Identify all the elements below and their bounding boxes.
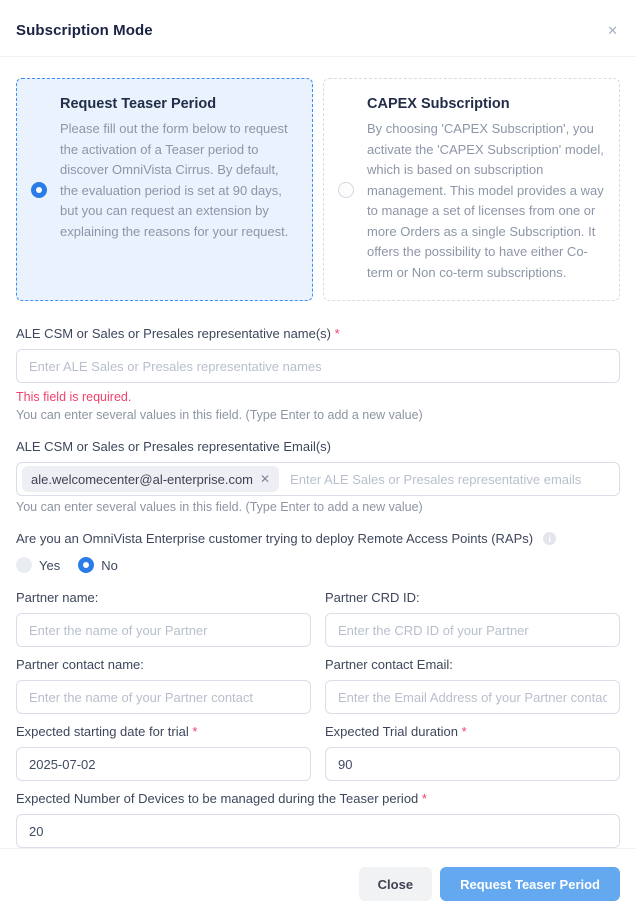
teaser-card-text	[60, 96, 298, 283]
partner-name-input[interactable]	[16, 613, 311, 647]
start-date-label-text: Expected starting date for trial	[16, 724, 193, 740]
capex-radio-unselected[interactable]	[338, 182, 354, 198]
teaser-card-description: Please fill out the form below to request the activation of a Teaser period to discover OmniVista Cirrus. By default, the evaluation period is set at 90 days, but you can request an extension by explaining the reasons for your request.	[60, 121, 289, 239]
email-chip-value: ale.welcomecenter@al-enterprise.com	[31, 471, 254, 487]
trial-duration-label	[325, 724, 620, 739]
partner-contact-email-label: Partner contact Email:	[325, 657, 453, 673]
modal-title: Subscription Mode	[16, 22, 153, 39]
rep-names-error: This field is required.	[16, 390, 132, 405]
card-request-teaser-period[interactable]	[16, 78, 313, 301]
raps-label: Are you an OmniVista Enterprise customer trying to deploy Remote Access Points (RAPs)	[16, 531, 534, 547]
chip-remove-icon[interactable]: ✕	[260, 472, 271, 487]
modal-footer	[0, 848, 636, 920]
request-teaser-period-button[interactable]: Request Teaser Period	[440, 867, 620, 901]
partner-contact-email-input[interactable]	[325, 680, 620, 714]
partner-contact-name-label: Partner contact name:	[16, 657, 144, 673]
raps-option-no[interactable]	[78, 557, 118, 573]
yes-radio-unselected[interactable]	[16, 557, 32, 573]
trial-duration-label-text: Expected Trial duration	[325, 724, 462, 740]
partner-crd-id-input[interactable]	[325, 613, 620, 647]
capex-card-title: CAPEX Subscription	[367, 96, 510, 112]
raps-option-yes[interactable]	[16, 557, 60, 573]
rep-emails-placeholder: Enter ALE Sales or Presales representative emails	[290, 471, 582, 487]
trial-duration-input[interactable]	[325, 747, 620, 781]
rep-names-input[interactable]	[16, 349, 620, 383]
raps-label-row	[16, 531, 620, 546]
field-raps-question	[16, 531, 620, 573]
required-asterisk: *	[421, 791, 427, 807]
capex-card-text	[367, 96, 605, 283]
yes-label: Yes	[39, 557, 61, 573]
email-chip	[22, 466, 279, 492]
rep-emails-helper: You can enter several values in this field. (Type Enter to add a new value)	[16, 500, 423, 515]
rep-names-label	[16, 326, 620, 341]
capex-radio-col	[338, 96, 354, 283]
device-count-label	[16, 791, 620, 806]
required-asterisk: *	[192, 724, 198, 740]
required-asterisk: *	[461, 724, 467, 740]
partner-fields-grid	[16, 590, 620, 781]
rep-names-label-text: ALE CSM or Sales or Presales representative name(s)	[16, 326, 335, 342]
start-date-input[interactable]	[16, 747, 311, 781]
no-radio-selected[interactable]	[78, 557, 94, 573]
field-device-count	[16, 791, 620, 848]
rep-emails-input[interactable]	[16, 462, 620, 496]
plan-cards	[16, 78, 620, 301]
raps-options	[16, 557, 620, 573]
modal-body	[0, 57, 636, 848]
modal-header	[0, 0, 636, 57]
card-capex-subscription[interactable]	[323, 78, 620, 301]
device-count-input[interactable]	[16, 814, 620, 848]
field-partner-name	[16, 590, 311, 647]
close-icon[interactable]: ✕	[607, 23, 618, 38]
info-icon[interactable]: i	[543, 532, 556, 545]
required-asterisk: *	[334, 326, 340, 342]
field-trial-duration	[325, 724, 620, 781]
field-start-date	[16, 724, 311, 781]
rep-emails-label: ALE CSM or Sales or Presales representative Email(s)	[16, 439, 332, 455]
teaser-radio-selected[interactable]	[31, 182, 47, 198]
close-button[interactable]: Close	[359, 867, 432, 901]
rep-names-helper: You can enter several values in this field. (Type Enter to add a new value)	[16, 408, 423, 423]
no-label: No	[101, 557, 118, 573]
device-count-label-text: Expected Number of Devices to be managed during the Teaser period	[16, 791, 422, 807]
field-partner-crd-id	[325, 590, 620, 647]
teaser-radio-col	[31, 96, 47, 283]
start-date-label	[16, 724, 311, 739]
partner-crd-id-label: Partner CRD ID:	[325, 590, 420, 606]
field-partner-contact-email	[325, 657, 620, 714]
teaser-card-title: Request Teaser Period	[60, 96, 217, 112]
field-rep-names	[16, 326, 620, 422]
partner-name-label: Partner name:	[16, 590, 99, 606]
field-partner-contact-name	[16, 657, 311, 714]
capex-card-description: By choosing 'CAPEX Subscription', you activate the 'CAPEX Subscription' model, which is based on subscription management. This model provides a way to manage a set of licenses from one or more Orders as a single Subscription. It offers the possibility to have either Co-term or Non co-term subscriptions.	[367, 121, 604, 280]
partner-contact-name-input[interactable]	[16, 680, 311, 714]
field-rep-emails	[16, 439, 620, 514]
